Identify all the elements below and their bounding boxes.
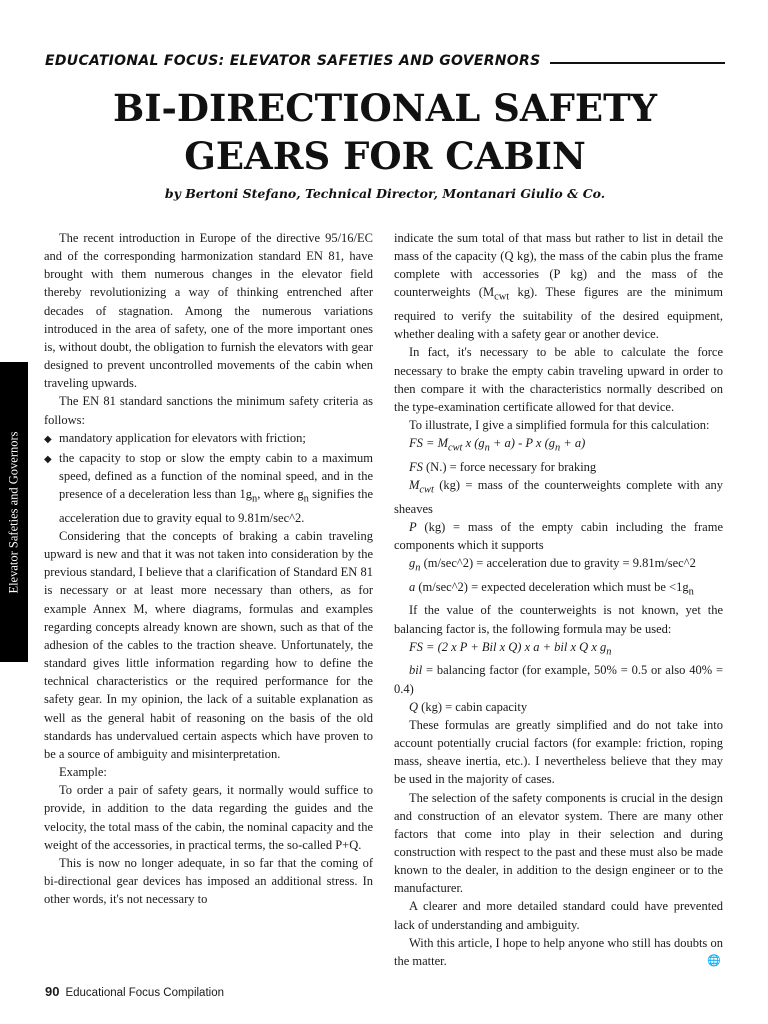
- paragraph: To illustrate, I give a simplified formula for this calculation:: [409, 418, 710, 433]
- paragraph: In fact, it's necessary to be able to calculate the force necessary to brake the empty cabin traveling upward in order to then compare it with the characteristics normally described on the type-examination certificate allowed for that device.: [394, 345, 723, 414]
- paragraph: The recent introduction in Europe of the directive 95/16/EC and of the corresponding harmonization standard EN 81, have brought with them numerous changes in the elevator field thereby revolutionizing a way of thinking entrenched after decades of stagnation. Among the numerous variations introduced in the area of safety, one of the more important ones is, without doubt, the obligation to furnish the elevators with gear designed to prevent uncontrolled movements of the cabin when traveling upwards.: [44, 231, 373, 391]
- paragraph: A clearer and more detailed standard could have prevented lack of understanding and ambiguity.: [394, 899, 723, 932]
- variable-definition: a (m/sec^2) = expected deceleration which must be $<1g_n$: [409, 579, 694, 598]
- variable-definition: FS (N.) = force necessary for braking: [409, 459, 597, 474]
- bullet-text: mandatory application for elevators with friction;: [59, 430, 306, 445]
- formula: FS = (2 x P + Bil x Q) x a + bil x Q x $g_n$: [409, 639, 612, 658]
- paragraph: If the value of the counterweights is not known, yet the balancing factor is, the following formula may be used:: [394, 603, 723, 636]
- variable-definition: bil = balancing factor (for example, 50% = 0.5 or also 40% = 0.4): [394, 663, 723, 696]
- left-column: [44, 229, 373, 908]
- title-line-2: GEARS FOR CABIN: [184, 134, 586, 178]
- paragraph: indicate the sum total of that mass but rather to list in detail the mass of the capacity (Q kg), the mass of the cabin plus the frame complete with accessories (P kg) and the mass of the counterweights ($M_{cwt}$ kg). These figures are the minimum required to verify the suitability of the desired equipment, whether dealing with a safety gear or another device.: [394, 231, 723, 342]
- paragraph: Considering that the concepts of braking a cabin traveling upward is new and that it was not taken into consideration by the previous standard, I believe that a clarification of Standard EN 81 is necessary or at least more necessary than others, as for example Annex M, where diagrams, formulas and examples regarding concepts already known are shown, such as that of the adhesion of the cables to the traction sheave. Unfortunately, the standard gives little information regarding how to define the technical characteristics or the required performance for the safety gear. In my opinion, the lack of a suitable explanation as well as the general habit of reasoning on the basis of the old standards has undervalued certain aspects which have proven to be a source of ambiguity and misinterpretation.: [44, 529, 373, 761]
- bullet-item: [44, 429, 373, 449]
- variable-definition: $g_n$ (m/sec^2) = acceleration due to gravity = 9.81m/sec^2: [409, 556, 696, 574]
- title-line-1: BI-DIRECTIONAL SAFETY: [112, 86, 658, 130]
- page-number: 90: [45, 984, 60, 999]
- paragraph: With this article, I hope to help anyone who still has doubts on the matter. 🌐: [394, 934, 723, 970]
- bullet-item: [44, 449, 373, 527]
- variable-definition: P (kg) = mass of the empty cabin including the frame components which it supports: [394, 519, 723, 552]
- article-title: [40, 84, 730, 180]
- section-header-text: EDUCATIONAL FOCUS: ELEVATOR SAFETIES AND GOVERNORS: [45, 53, 541, 69]
- byline: by Bertoni Stefano, Technical Director, Montanari Giulio & Co.: [164, 186, 606, 201]
- bullet-text: the capacity to stop or slow the empty cabin to a maximum speed, defined as a function of the nominal speed, and in the presence of a deceleration less than $1g_n$, where $g_n$ signifies the acceleration due to gravity equal to 9.81m/sec^2.: [59, 450, 373, 525]
- variable-definition: Q (kg) = cabin capacity: [409, 699, 528, 714]
- paragraph: To order a pair of safety gears, it normally would suffice to provide, in addition to the data regarding the guides and the velocity, the total mass of the cabin, the nominal capacity and the weight of the accessories, in practical terms, the so-called P+Q.: [44, 783, 373, 852]
- end-of-article-icon: 🌐: [707, 954, 721, 967]
- publication-title: Educational Focus Compilation: [65, 987, 224, 999]
- paragraph: These formulas are greatly simplified and do not take into account potentially crucial factors (for example: friction, roping mass, sheave inertia, etc.). I nevertheless believe that they may be used in the majority of cases.: [394, 717, 723, 787]
- side-tab-label: Elevator Safeties and Governors: [6, 430, 21, 594]
- paragraph: Example:: [59, 765, 107, 780]
- page-footer: [45, 984, 224, 1002]
- paragraph: This is now no longer adequate, in so far that the coming of bi-directional gear devices has imposed an additional stress. In other words, it's not necessary to: [44, 855, 373, 907]
- diamond-bullet-icon: ◆: [44, 433, 52, 445]
- right-column: [394, 229, 723, 970]
- paragraph: The selection of the safety components is crucial in the design and construction of an elevator system. There are many other factors that come into play in their selection and during construction with respect to the past and these must also be made known to the dealer, in addition to the design engineer or to the manufacturer.: [394, 790, 723, 896]
- variable-definition: $M_{cwt}$ (kg) = mass of the counterweights complete with any sheaves: [394, 478, 723, 516]
- header-rule: [550, 62, 725, 64]
- side-tab: [0, 362, 28, 662]
- formula: FS = $M_{cwt}$ x $(g_n + a) - P$ x $(g_n + a)$: [409, 436, 586, 454]
- paragraph: The EN 81 standard sanctions the minimum safety criteria as follows:: [44, 394, 373, 427]
- section-header: [45, 51, 725, 71]
- diamond-bullet-icon: ◆: [44, 453, 52, 465]
